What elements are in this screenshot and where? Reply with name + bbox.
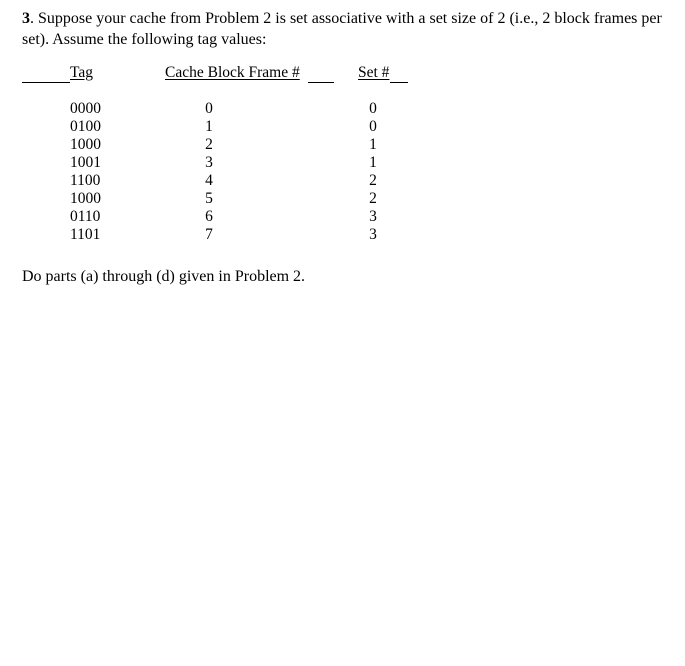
header-cache-block-frame: Cache Block Frame # — [165, 64, 300, 81]
cell-tag: 0110 — [70, 208, 101, 225]
table-row — [0, 208, 685, 226]
cell-frame: 5 — [205, 190, 213, 207]
header-rule — [308, 82, 334, 83]
cell-set: 1 — [369, 154, 377, 171]
cell-frame: 7 — [205, 226, 213, 243]
cell-frame: 1 — [205, 118, 213, 135]
cell-frame: 2 — [205, 136, 213, 153]
cell-frame: 0 — [205, 100, 213, 117]
cell-tag: 1000 — [70, 190, 101, 207]
problem-text: . Suppose your cache from Problem 2 is set associative with a set size of 2 (i.e., 2 block frames per set). Assume the following tag values: — [22, 10, 662, 48]
cell-frame: 6 — [205, 208, 213, 225]
cell-frame: 3 — [205, 154, 213, 171]
table-row — [0, 226, 685, 244]
cell-tag: 1100 — [70, 172, 101, 189]
header-rule — [390, 82, 408, 83]
table-row — [0, 154, 685, 172]
cell-set: 0 — [369, 118, 377, 135]
problem-statement — [22, 8, 662, 50]
header-rule — [22, 82, 70, 83]
problem-number: 3 — [22, 10, 30, 27]
table-row — [0, 172, 685, 190]
table-row — [0, 136, 685, 154]
table-row — [0, 118, 685, 136]
table-header — [22, 64, 408, 86]
table-row — [0, 190, 685, 208]
cell-set: 0 — [369, 100, 377, 117]
cell-set: 3 — [369, 208, 377, 225]
header-set: Set # — [358, 64, 390, 81]
cell-tag: 0100 — [70, 118, 101, 135]
cell-tag: 1001 — [70, 154, 101, 171]
table-body — [0, 100, 685, 244]
table-row — [0, 100, 685, 118]
cell-frame: 4 — [205, 172, 213, 189]
cell-set: 2 — [369, 172, 377, 189]
cell-tag: 0000 — [70, 100, 101, 117]
cell-set: 2 — [369, 190, 377, 207]
cell-set: 3 — [369, 226, 377, 243]
cell-tag: 1000 — [70, 136, 101, 153]
cell-set: 1 — [369, 136, 377, 153]
header-tag: Tag — [70, 64, 94, 81]
instructions-footer: Do parts (a) through (d) given in Problem 2. — [22, 268, 306, 285]
cell-tag: 1101 — [70, 226, 101, 243]
